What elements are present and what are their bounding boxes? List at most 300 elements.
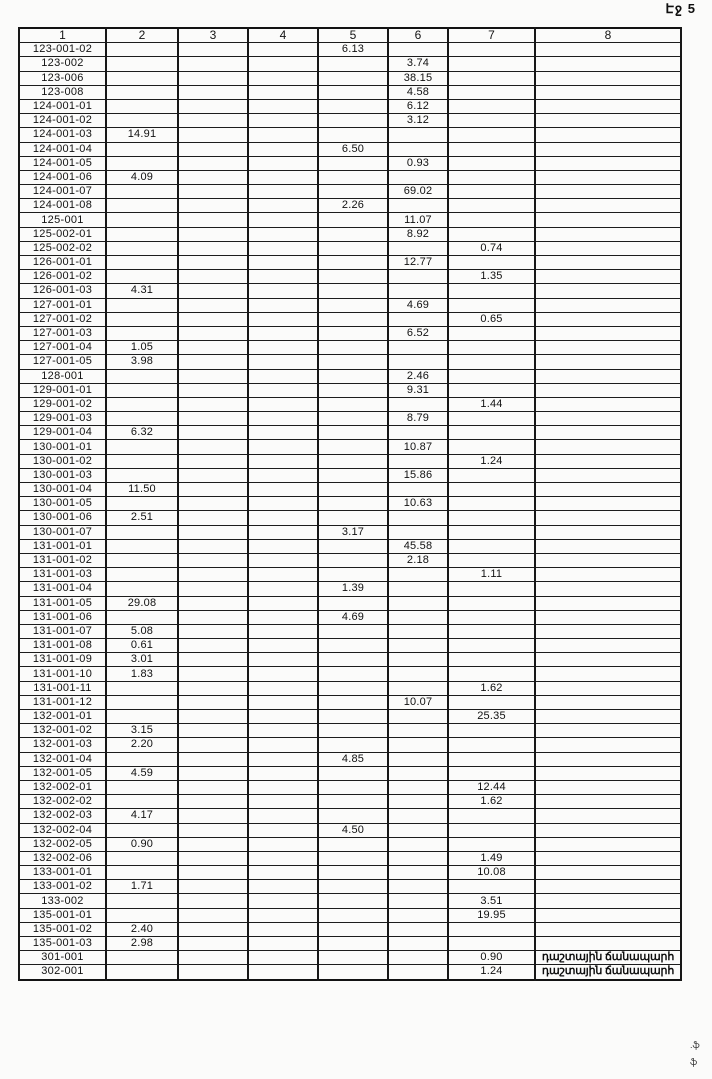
table-row: [19, 312, 681, 326]
column-header: 7: [448, 28, 535, 43]
value-cell: [318, 185, 388, 199]
value-cell: [388, 908, 448, 922]
value-cell: [178, 766, 248, 780]
value-cell: [388, 937, 448, 951]
table-row: [19, 99, 681, 113]
table-row: [19, 227, 681, 241]
value-cell: [535, 766, 681, 780]
value-cell: [318, 653, 388, 667]
value-cell: [448, 880, 535, 894]
value-cell: [388, 766, 448, 780]
column-header: 5: [318, 28, 388, 43]
value-cell: [448, 582, 535, 596]
value-cell: [248, 298, 318, 312]
value-cell: [178, 284, 248, 298]
table-row: [19, 284, 681, 298]
value-cell: [178, 369, 248, 383]
row-code-cell: 129-001-01: [19, 383, 106, 397]
value-cell: [388, 284, 448, 298]
table-row: [19, 710, 681, 724]
column-header: 6: [388, 28, 448, 43]
value-cell: [106, 454, 178, 468]
value-cell: 11.50: [106, 483, 178, 497]
table-row: [19, 85, 681, 99]
value-cell: 3.98: [106, 355, 178, 369]
value-cell: [106, 85, 178, 99]
value-cell: 6.32: [106, 426, 178, 440]
value-cell: 10.07: [388, 695, 448, 709]
value-cell: [448, 256, 535, 270]
value-cell: [535, 553, 681, 567]
value-cell: [535, 724, 681, 738]
value-cell: 1.35: [448, 270, 535, 284]
value-cell: 8.79: [388, 412, 448, 426]
value-cell: [388, 894, 448, 908]
value-cell: [448, 213, 535, 227]
value-cell: 15.86: [388, 468, 448, 482]
row-code-cell: 301-001: [19, 951, 106, 965]
value-cell: 8.92: [388, 227, 448, 241]
value-cell: [388, 312, 448, 326]
value-cell: [248, 43, 318, 57]
row-code-cell: 132-002-03: [19, 809, 106, 823]
value-cell: [248, 752, 318, 766]
row-note-cell: դաշտային ճանապարհ: [535, 965, 681, 980]
table-row: [19, 440, 681, 454]
value-cell: [248, 312, 318, 326]
value-cell: [106, 908, 178, 922]
table-row: [19, 596, 681, 610]
value-cell: [178, 57, 248, 71]
row-code-cell: 127-001-05: [19, 355, 106, 369]
value-cell: [248, 695, 318, 709]
value-cell: [248, 738, 318, 752]
value-cell: [448, 937, 535, 951]
value-cell: [535, 440, 681, 454]
value-cell: [106, 525, 178, 539]
value-cell: [178, 795, 248, 809]
value-cell: [448, 922, 535, 936]
value-cell: [318, 454, 388, 468]
value-cell: 9.31: [388, 383, 448, 397]
value-cell: [535, 241, 681, 255]
value-cell: [178, 468, 248, 482]
row-code-cell: 135-001-01: [19, 908, 106, 922]
value-cell: [388, 710, 448, 724]
value-cell: [106, 965, 178, 980]
value-cell: [535, 894, 681, 908]
value-cell: [318, 766, 388, 780]
value-cell: [388, 639, 448, 653]
value-cell: [535, 128, 681, 142]
value-cell: [178, 341, 248, 355]
value-cell: [106, 695, 178, 709]
value-cell: [448, 511, 535, 525]
value-cell: [318, 624, 388, 638]
table-row: [19, 653, 681, 667]
value-cell: [178, 681, 248, 695]
value-cell: [178, 568, 248, 582]
value-cell: [178, 780, 248, 794]
value-cell: [535, 837, 681, 851]
value-cell: [535, 809, 681, 823]
value-cell: [388, 922, 448, 936]
table-row: [19, 497, 681, 511]
value-cell: [318, 440, 388, 454]
value-cell: 2.20: [106, 738, 178, 752]
value-cell: [388, 483, 448, 497]
table-row: [19, 326, 681, 340]
row-code-cell: 131-001-08: [19, 639, 106, 653]
value-cell: [535, 653, 681, 667]
value-cell: [535, 624, 681, 638]
table-row: [19, 468, 681, 482]
value-cell: [248, 85, 318, 99]
value-cell: [318, 326, 388, 340]
value-cell: [178, 610, 248, 624]
row-code-cell: 132-002-06: [19, 851, 106, 865]
value-cell: 69.02: [388, 185, 448, 199]
table-row: [19, 610, 681, 624]
value-cell: [448, 752, 535, 766]
value-cell: [178, 738, 248, 752]
value-cell: [318, 114, 388, 128]
value-cell: [106, 142, 178, 156]
value-cell: [535, 681, 681, 695]
value-cell: [388, 511, 448, 525]
value-cell: [248, 539, 318, 553]
value-cell: [535, 525, 681, 539]
row-code-cell: 124-001-07: [19, 185, 106, 199]
value-cell: 2.40: [106, 922, 178, 936]
row-code-cell: 125-002-02: [19, 241, 106, 255]
value-cell: [106, 610, 178, 624]
value-cell: [248, 908, 318, 922]
table-row: [19, 624, 681, 638]
value-cell: [535, 85, 681, 99]
value-cell: [318, 369, 388, 383]
value-cell: [106, 568, 178, 582]
value-cell: [178, 312, 248, 326]
table-row: [19, 341, 681, 355]
value-cell: [535, 326, 681, 340]
value-cell: [318, 156, 388, 170]
value-cell: [248, 170, 318, 184]
value-cell: 5.08: [106, 624, 178, 638]
value-cell: [448, 426, 535, 440]
value-cell: [535, 667, 681, 681]
value-cell: [318, 298, 388, 312]
value-cell: 6.12: [388, 99, 448, 113]
value-cell: 45.58: [388, 539, 448, 553]
table-row: [19, 298, 681, 312]
table-row: [19, 568, 681, 582]
value-cell: [535, 57, 681, 71]
value-cell: [178, 624, 248, 638]
row-code-cell: 133-001-02: [19, 880, 106, 894]
table-row: [19, 483, 681, 497]
value-cell: 3.15: [106, 724, 178, 738]
value-cell: [448, 724, 535, 738]
row-code-cell: 124-001-03: [19, 128, 106, 142]
value-cell: [388, 653, 448, 667]
value-cell: [178, 256, 248, 270]
value-cell: [535, 780, 681, 794]
row-code-cell: 130-001-06: [19, 511, 106, 525]
value-cell: 29.08: [106, 596, 178, 610]
value-cell: [318, 639, 388, 653]
table-row: [19, 951, 681, 965]
value-cell: [248, 369, 318, 383]
value-cell: 3.51: [448, 894, 535, 908]
value-cell: [535, 156, 681, 170]
value-cell: [178, 511, 248, 525]
value-cell: [106, 752, 178, 766]
row-code-cell: 130-001-07: [19, 525, 106, 539]
value-cell: [535, 114, 681, 128]
value-cell: [248, 766, 318, 780]
value-cell: [248, 270, 318, 284]
value-cell: [318, 681, 388, 695]
value-cell: [178, 695, 248, 709]
value-cell: [388, 851, 448, 865]
value-cell: 1.44: [448, 397, 535, 411]
value-cell: [106, 43, 178, 57]
value-cell: [535, 880, 681, 894]
value-cell: [318, 965, 388, 980]
table-row: [19, 553, 681, 567]
value-cell: 0.74: [448, 241, 535, 255]
value-cell: [178, 326, 248, 340]
value-cell: [178, 270, 248, 284]
value-cell: [178, 199, 248, 213]
value-cell: [248, 639, 318, 653]
value-cell: [248, 185, 318, 199]
value-cell: [248, 326, 318, 340]
value-cell: [248, 596, 318, 610]
value-cell: 1.11: [448, 568, 535, 582]
value-cell: [178, 440, 248, 454]
table-row: [19, 185, 681, 199]
table-row: [19, 965, 681, 980]
row-code-cell: 124-001-01: [19, 99, 106, 113]
table-row: [19, 383, 681, 397]
value-cell: 4.69: [318, 610, 388, 624]
value-cell: [535, 170, 681, 184]
value-cell: [535, 284, 681, 298]
table-row: [19, 681, 681, 695]
value-cell: [448, 653, 535, 667]
value-cell: [448, 738, 535, 752]
value-cell: 0.61: [106, 639, 178, 653]
value-cell: [248, 965, 318, 980]
value-cell: [248, 667, 318, 681]
value-cell: [106, 539, 178, 553]
value-cell: [178, 539, 248, 553]
value-cell: [248, 497, 318, 511]
value-cell: [535, 596, 681, 610]
value-cell: [535, 142, 681, 156]
value-cell: [318, 596, 388, 610]
value-cell: [448, 369, 535, 383]
value-cell: [248, 922, 318, 936]
value-cell: [448, 483, 535, 497]
value-cell: [535, 412, 681, 426]
value-cell: [178, 851, 248, 865]
value-cell: [318, 241, 388, 255]
table-row: [19, 894, 681, 908]
value-cell: [106, 582, 178, 596]
margin-mark: ֆ: [690, 1057, 698, 1067]
value-cell: [178, 185, 248, 199]
value-cell: [248, 440, 318, 454]
value-cell: 12.44: [448, 780, 535, 794]
value-cell: [106, 57, 178, 71]
value-cell: [318, 809, 388, 823]
value-cell: [535, 752, 681, 766]
value-cell: [106, 199, 178, 213]
value-cell: [448, 355, 535, 369]
table-row: [19, 695, 681, 709]
row-code-cell: 130-001-01: [19, 440, 106, 454]
row-code-cell: 130-001-04: [19, 483, 106, 497]
value-cell: [178, 937, 248, 951]
row-code-cell: 133-002: [19, 894, 106, 908]
value-cell: [448, 298, 535, 312]
value-cell: [178, 142, 248, 156]
value-cell: [318, 341, 388, 355]
value-cell: [106, 256, 178, 270]
row-code-cell: 123-002: [19, 57, 106, 71]
row-code-cell: 135-001-03: [19, 937, 106, 951]
value-cell: [448, 341, 535, 355]
value-cell: [178, 880, 248, 894]
value-cell: 38.15: [388, 71, 448, 85]
table-row: [19, 809, 681, 823]
value-cell: [448, 383, 535, 397]
value-cell: [318, 951, 388, 965]
value-cell: [318, 710, 388, 724]
value-cell: [535, 355, 681, 369]
value-cell: [388, 681, 448, 695]
value-cell: 2.51: [106, 511, 178, 525]
table-row: [19, 114, 681, 128]
value-cell: [106, 894, 178, 908]
value-cell: 0.90: [448, 951, 535, 965]
value-cell: [248, 241, 318, 255]
value-cell: [248, 483, 318, 497]
value-cell: [448, 142, 535, 156]
value-cell: [248, 156, 318, 170]
table-row: [19, 213, 681, 227]
value-cell: [178, 43, 248, 57]
table-row: [19, 241, 681, 255]
value-cell: [248, 937, 318, 951]
value-cell: [448, 639, 535, 653]
value-cell: [106, 369, 178, 383]
value-cell: [388, 823, 448, 837]
value-cell: [106, 227, 178, 241]
value-cell: [318, 937, 388, 951]
value-cell: 1.49: [448, 851, 535, 865]
row-code-cell: 125-002-01: [19, 227, 106, 241]
value-cell: [448, 227, 535, 241]
value-cell: [318, 312, 388, 326]
value-cell: [318, 227, 388, 241]
row-code-cell: 130-001-03: [19, 468, 106, 482]
value-cell: [318, 894, 388, 908]
value-cell: [318, 908, 388, 922]
value-cell: [106, 468, 178, 482]
value-cell: [535, 539, 681, 553]
value-cell: [535, 99, 681, 113]
value-cell: 1.39: [318, 582, 388, 596]
value-cell: [388, 241, 448, 255]
table-row: [19, 156, 681, 170]
row-code-cell: 131-001-12: [19, 695, 106, 709]
row-code-cell: 127-001-01: [19, 298, 106, 312]
value-cell: [448, 284, 535, 298]
value-cell: [448, 99, 535, 113]
table-row: [19, 525, 681, 539]
value-cell: 4.31: [106, 284, 178, 298]
value-cell: 10.87: [388, 440, 448, 454]
value-cell: [535, 270, 681, 284]
value-cell: [448, 71, 535, 85]
value-cell: [248, 142, 318, 156]
value-cell: [535, 185, 681, 199]
value-cell: [248, 866, 318, 880]
value-cell: [318, 511, 388, 525]
value-cell: [388, 738, 448, 752]
value-cell: [388, 752, 448, 766]
value-cell: [388, 199, 448, 213]
table-row: [19, 397, 681, 411]
margin-mark: .ֆ: [690, 1040, 700, 1050]
table-row: [19, 43, 681, 57]
value-cell: 2.26: [318, 199, 388, 213]
row-code-cell: 124-001-02: [19, 114, 106, 128]
value-cell: [535, 851, 681, 865]
value-cell: [318, 412, 388, 426]
value-cell: [388, 142, 448, 156]
value-cell: 1.62: [448, 681, 535, 695]
value-cell: [178, 383, 248, 397]
value-cell: [448, 199, 535, 213]
table-row: [19, 71, 681, 85]
value-cell: 3.17: [318, 525, 388, 539]
value-cell: [535, 582, 681, 596]
value-cell: 25.35: [448, 710, 535, 724]
value-cell: [448, 468, 535, 482]
value-cell: [318, 355, 388, 369]
value-cell: [106, 71, 178, 85]
table-row: [19, 823, 681, 837]
value-cell: [388, 724, 448, 738]
value-cell: [388, 596, 448, 610]
value-cell: [248, 724, 318, 738]
row-code-cell: 126-001-03: [19, 284, 106, 298]
value-cell: [388, 965, 448, 980]
value-cell: [178, 355, 248, 369]
value-cell: [535, 199, 681, 213]
value-cell: [178, 170, 248, 184]
table-body: [19, 43, 681, 980]
value-cell: [106, 866, 178, 880]
value-cell: [388, 582, 448, 596]
value-cell: [448, 539, 535, 553]
value-cell: [178, 667, 248, 681]
